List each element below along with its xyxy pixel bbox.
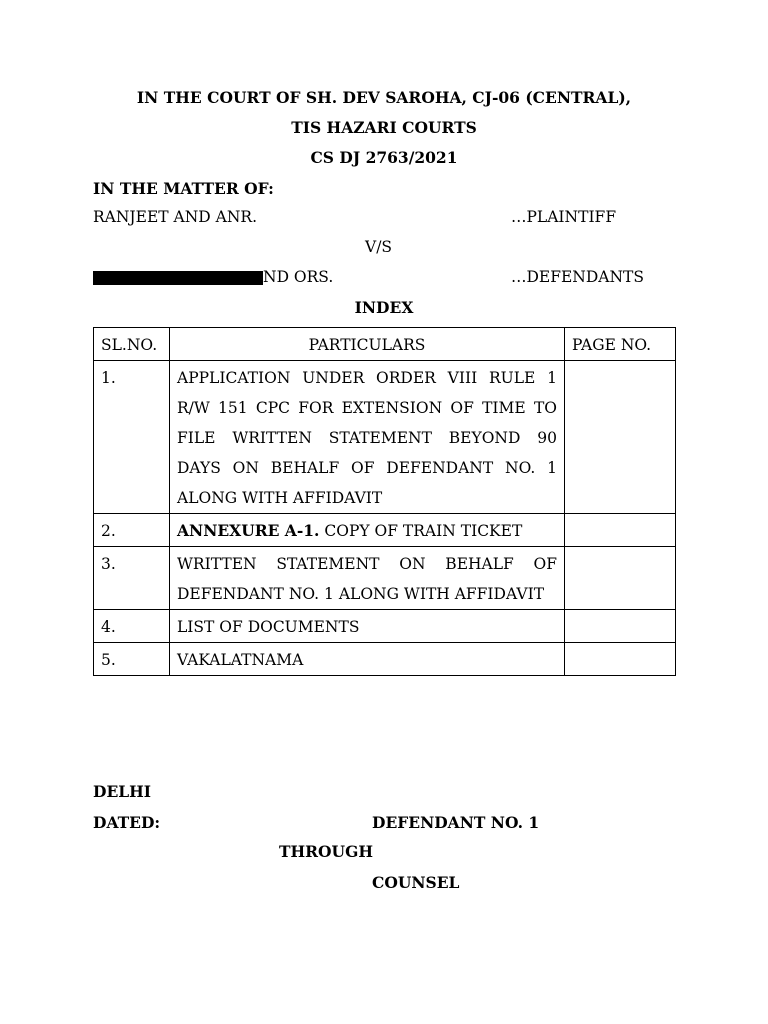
row-particulars: LIST OF DOCUMENTS (170, 610, 565, 643)
table-row (94, 361, 676, 514)
dated-label: DATED: (93, 813, 161, 832)
col-header-sl: SL.NO. (94, 328, 170, 361)
table-row (94, 610, 676, 643)
matter-label: IN THE MATTER OF: (93, 179, 274, 198)
row-sl: 4. (94, 610, 170, 643)
row-particulars (170, 547, 565, 610)
case-number: CS DJ 2763/2021 (310, 148, 458, 167)
redaction-bar (93, 271, 263, 285)
table-row (94, 643, 676, 676)
row-page (565, 547, 676, 610)
party-label: DEFENDANT NO. 1 (372, 813, 540, 832)
row-particulars-text: COPY OF TRAIN TICKET (319, 522, 523, 540)
row-page (565, 643, 676, 676)
row-particulars-text: APPLICATION UNDER ORDER VIII RULE 1 R/W 151 CPC FOR EXTENSION OF TIME TO FILE WRITTEN STATEMENT BEYOND 90 DAYS ON BEHALF OF DEFENDANT NO. 1 ALONG WITH AFFIDAVIT (177, 369, 557, 507)
court-name: TIS HAZARI COURTS (291, 118, 477, 137)
defendant-role: …DEFENDANTS (511, 268, 645, 286)
versus-label: V/S (365, 238, 393, 256)
through-label: THROUGH (279, 842, 373, 861)
row-sl: 5. (94, 643, 170, 676)
row-particulars (170, 514, 565, 547)
row-page (565, 361, 676, 514)
row-particulars (170, 361, 565, 514)
place-label: DELHI (93, 782, 152, 801)
col-header-page: PAGE NO. (565, 328, 676, 361)
table-row (94, 514, 676, 547)
plaintiff-role: …PLAINTIFF (511, 208, 617, 226)
counsel-label: COUNSEL (372, 873, 460, 892)
table-header-row (94, 328, 676, 361)
court-heading: IN THE COURT OF SH. DEV SAROHA, CJ-06 (CENTRAL), (136, 88, 632, 107)
row-sl: 1. (94, 361, 170, 514)
row-page (565, 610, 676, 643)
defendant-name: ND ORS. (263, 268, 334, 286)
row-particulars-text: WRITTEN STATEMENT ON BEHALF OF DEFENDANT NO. 1 ALONG WITH AFFIDAVIT (177, 555, 557, 603)
row-particulars: VAKALATNAMA (170, 643, 565, 676)
row-sl: 3. (94, 547, 170, 610)
row-particulars-prefix: ANNEXURE A-1. (177, 521, 320, 540)
plaintiff-name: RANJEET AND ANR. (93, 208, 257, 226)
row-page (565, 514, 676, 547)
col-header-particulars: PARTICULARS (170, 328, 565, 361)
table-row (94, 547, 676, 610)
row-sl: 2. (94, 514, 170, 547)
index-title: INDEX (354, 298, 414, 317)
index-table (93, 327, 676, 676)
